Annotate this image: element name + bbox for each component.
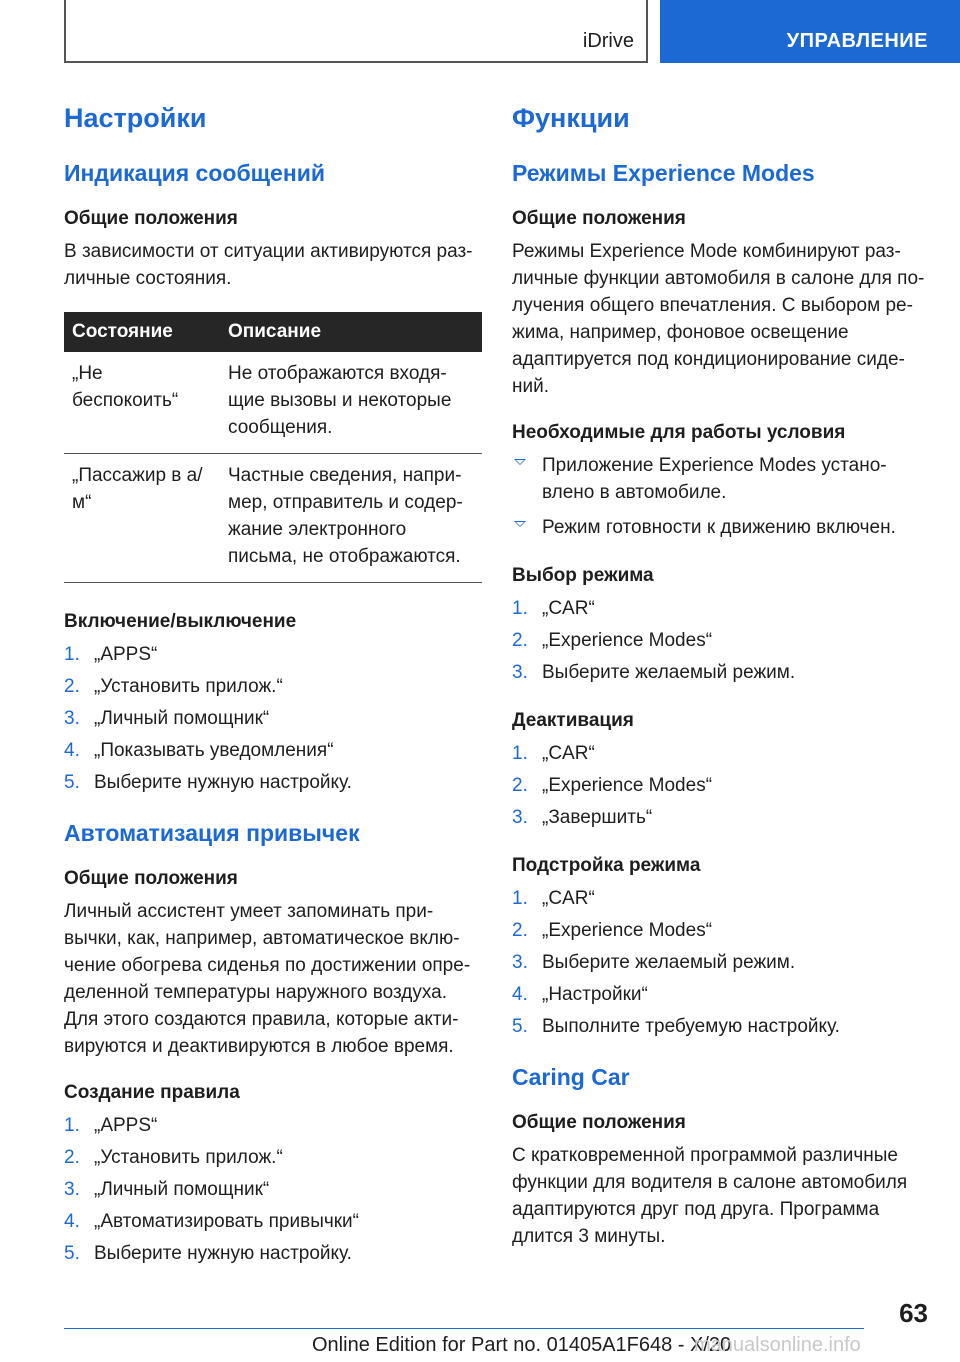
step-number: 3. bbox=[512, 952, 528, 973]
list-item bbox=[512, 804, 930, 831]
triangle-bullet-icon bbox=[514, 521, 526, 527]
step-number: 2. bbox=[512, 775, 528, 796]
list-item bbox=[512, 885, 930, 912]
modes-heading: Режимы Experience Modes bbox=[512, 160, 815, 186]
table-row bbox=[64, 454, 482, 583]
requirements-list bbox=[512, 452, 930, 541]
states-table bbox=[64, 312, 482, 583]
step-text: Выберите нужную настройку. bbox=[94, 772, 352, 793]
page-number: 63 bbox=[899, 1298, 928, 1328]
list-item bbox=[64, 1208, 482, 1235]
step-text: Выберите желаемый режим. bbox=[542, 952, 796, 973]
step-text: Выберите нужную настройку. bbox=[94, 1243, 352, 1264]
list-item bbox=[512, 772, 930, 799]
step-number: 1. bbox=[64, 644, 80, 665]
step-number: 2. bbox=[512, 630, 528, 651]
triangle-bullet-icon bbox=[514, 459, 526, 465]
step-text: „Автоматизировать привычки“ bbox=[94, 1211, 359, 1232]
table-header-desc: Описание bbox=[220, 312, 482, 352]
list-item bbox=[64, 705, 482, 732]
list-item bbox=[512, 740, 930, 767]
caring-general-heading: Общие положения bbox=[512, 1112, 686, 1133]
settings-heading: Настройки bbox=[64, 103, 207, 133]
messages-heading: Индикация сообщений bbox=[64, 160, 326, 186]
step-number: 5. bbox=[64, 1243, 80, 1264]
step-number: 1. bbox=[512, 888, 528, 909]
watermark: manualsonline.info bbox=[694, 1334, 861, 1356]
deactivation-heading: Деактивация bbox=[512, 710, 634, 731]
list-item bbox=[64, 769, 482, 796]
step-text: „Завершить“ bbox=[542, 807, 653, 828]
step-text: „Experience Modes“ bbox=[542, 630, 713, 651]
list-item bbox=[512, 1013, 930, 1040]
functions-heading: Функции bbox=[512, 103, 630, 133]
caring-car-heading: Caring Car bbox=[512, 1064, 630, 1090]
modes-general-heading: Общие положения bbox=[512, 208, 686, 229]
footer-divider bbox=[64, 1328, 864, 1329]
list-item bbox=[64, 673, 482, 700]
adjust-steps bbox=[512, 885, 930, 1040]
table-row bbox=[64, 352, 482, 454]
step-text: „Установить прилож.“ bbox=[94, 1147, 283, 1168]
habits-general-heading: Общие положения bbox=[64, 868, 238, 889]
table-cell-desc: Не отображаются входя-щие вызовы и некоторые сообщения. bbox=[220, 352, 482, 454]
step-number: 2. bbox=[512, 920, 528, 941]
step-text: „Настройки“ bbox=[542, 984, 648, 1005]
step-number: 5. bbox=[512, 1016, 528, 1037]
select-heading: Выбор режима bbox=[512, 565, 654, 586]
list-item bbox=[512, 917, 930, 944]
list-item bbox=[512, 627, 930, 654]
step-text: „APPS“ bbox=[94, 644, 158, 665]
list-item bbox=[512, 659, 930, 686]
list-item bbox=[64, 1240, 482, 1267]
list-item bbox=[512, 949, 930, 976]
toggle-heading: Включение/выключение bbox=[64, 611, 297, 632]
step-text: „Experience Modes“ bbox=[542, 775, 713, 796]
step-text: „Установить прилож.“ bbox=[94, 676, 283, 697]
left-column bbox=[64, 100, 482, 1289]
list-item bbox=[64, 1112, 482, 1139]
step-text: „CAR“ bbox=[542, 598, 595, 619]
list-item bbox=[512, 595, 930, 622]
general-text: В зависимости от ситуации активируются раз-личные состояния. bbox=[64, 241, 473, 289]
list-item bbox=[64, 1176, 482, 1203]
list-item bbox=[64, 641, 482, 668]
step-text: Выполните требуемую настройку. bbox=[542, 1016, 840, 1037]
step-number: 1. bbox=[512, 598, 528, 619]
header-section-box bbox=[64, 0, 648, 63]
step-number: 2. bbox=[64, 676, 80, 697]
step-number: 1. bbox=[64, 1115, 80, 1136]
toggle-steps bbox=[64, 641, 482, 796]
modes-general-text: Режимы Experience Mode комбинируют раз-личные функции автомобиля в салоне для по-лучения общего впечатления. С выбором ре-жима, например, фоновое освещение адаптируется под кондиционирование сиде-ний. bbox=[512, 241, 925, 397]
header-chapter-label: УПРАВЛЕНИЕ bbox=[786, 30, 928, 52]
table-cell-state: „Не беспокоить“ bbox=[64, 352, 220, 454]
step-text: „Показывать уведомления“ bbox=[94, 740, 334, 761]
list-item bbox=[512, 514, 930, 541]
caring-text: С кратковременной программой различные функции для водителя в салоне автомобиля адаптируются друг под друга. Программа длится 3 минуты. bbox=[512, 1145, 908, 1247]
list-item bbox=[64, 737, 482, 764]
select-steps bbox=[512, 595, 930, 686]
habits-heading: Автоматизация привычек bbox=[64, 820, 360, 846]
step-text: Выберите желаемый режим. bbox=[542, 662, 796, 683]
requirement-text: Приложение Experience Modes устано-влено в автомобиле. bbox=[542, 455, 887, 503]
step-number: 3. bbox=[64, 1179, 80, 1200]
table-header-row bbox=[64, 312, 482, 352]
step-number: 3. bbox=[512, 807, 528, 828]
step-number: 2. bbox=[64, 1147, 80, 1168]
step-number: 4. bbox=[64, 1211, 80, 1232]
footer-edition: Online Edition for Part no. 01405A1F648 - X/20 bbox=[312, 1334, 732, 1356]
step-number: 5. bbox=[64, 772, 80, 793]
table-cell-desc: Частные сведения, напри-мер, отправитель и содер-жание электронного письма, не отображаются. bbox=[220, 454, 482, 583]
step-number: 1. bbox=[512, 743, 528, 764]
right-column bbox=[512, 100, 930, 1270]
step-text: „Личный помощник“ bbox=[94, 1179, 270, 1200]
adjust-heading: Подстройка режима bbox=[512, 855, 701, 876]
step-number: 4. bbox=[512, 984, 528, 1005]
table-cell-state: „Пассажир в а/м“ bbox=[64, 454, 220, 583]
header-chapter-box bbox=[660, 0, 960, 63]
list-item bbox=[64, 1144, 482, 1171]
step-text: „APPS“ bbox=[94, 1115, 158, 1136]
header-section-label: iDrive bbox=[582, 30, 634, 52]
list-item bbox=[512, 981, 930, 1008]
general-heading: Общие положения bbox=[64, 208, 238, 229]
habits-text: Личный ассистент умеет запоминать при-вычки, как, например, автоматическое вклю-чение обогрева сиденья по достижении опре-деленной температуры наружного воздуха. Для этого создаются правила, которые акти-вируются и деактивируются в любое время. bbox=[64, 901, 471, 1057]
list-item bbox=[512, 452, 930, 506]
deactivation-steps bbox=[512, 740, 930, 831]
step-number: 3. bbox=[64, 708, 80, 729]
table-header-state: Состояние bbox=[64, 312, 220, 352]
step-text: „Личный помощник“ bbox=[94, 708, 270, 729]
rule-heading: Создание правила bbox=[64, 1082, 240, 1103]
requirements-heading: Необходимые для работы условия bbox=[512, 422, 846, 443]
requirement-text: Режим готовности к движению включен. bbox=[542, 517, 896, 538]
step-number: 3. bbox=[512, 662, 528, 683]
step-text: „Experience Modes“ bbox=[542, 920, 713, 941]
step-text: „CAR“ bbox=[542, 743, 595, 764]
step-text: „CAR“ bbox=[542, 888, 595, 909]
rule-steps bbox=[64, 1112, 482, 1267]
step-number: 4. bbox=[64, 740, 80, 761]
